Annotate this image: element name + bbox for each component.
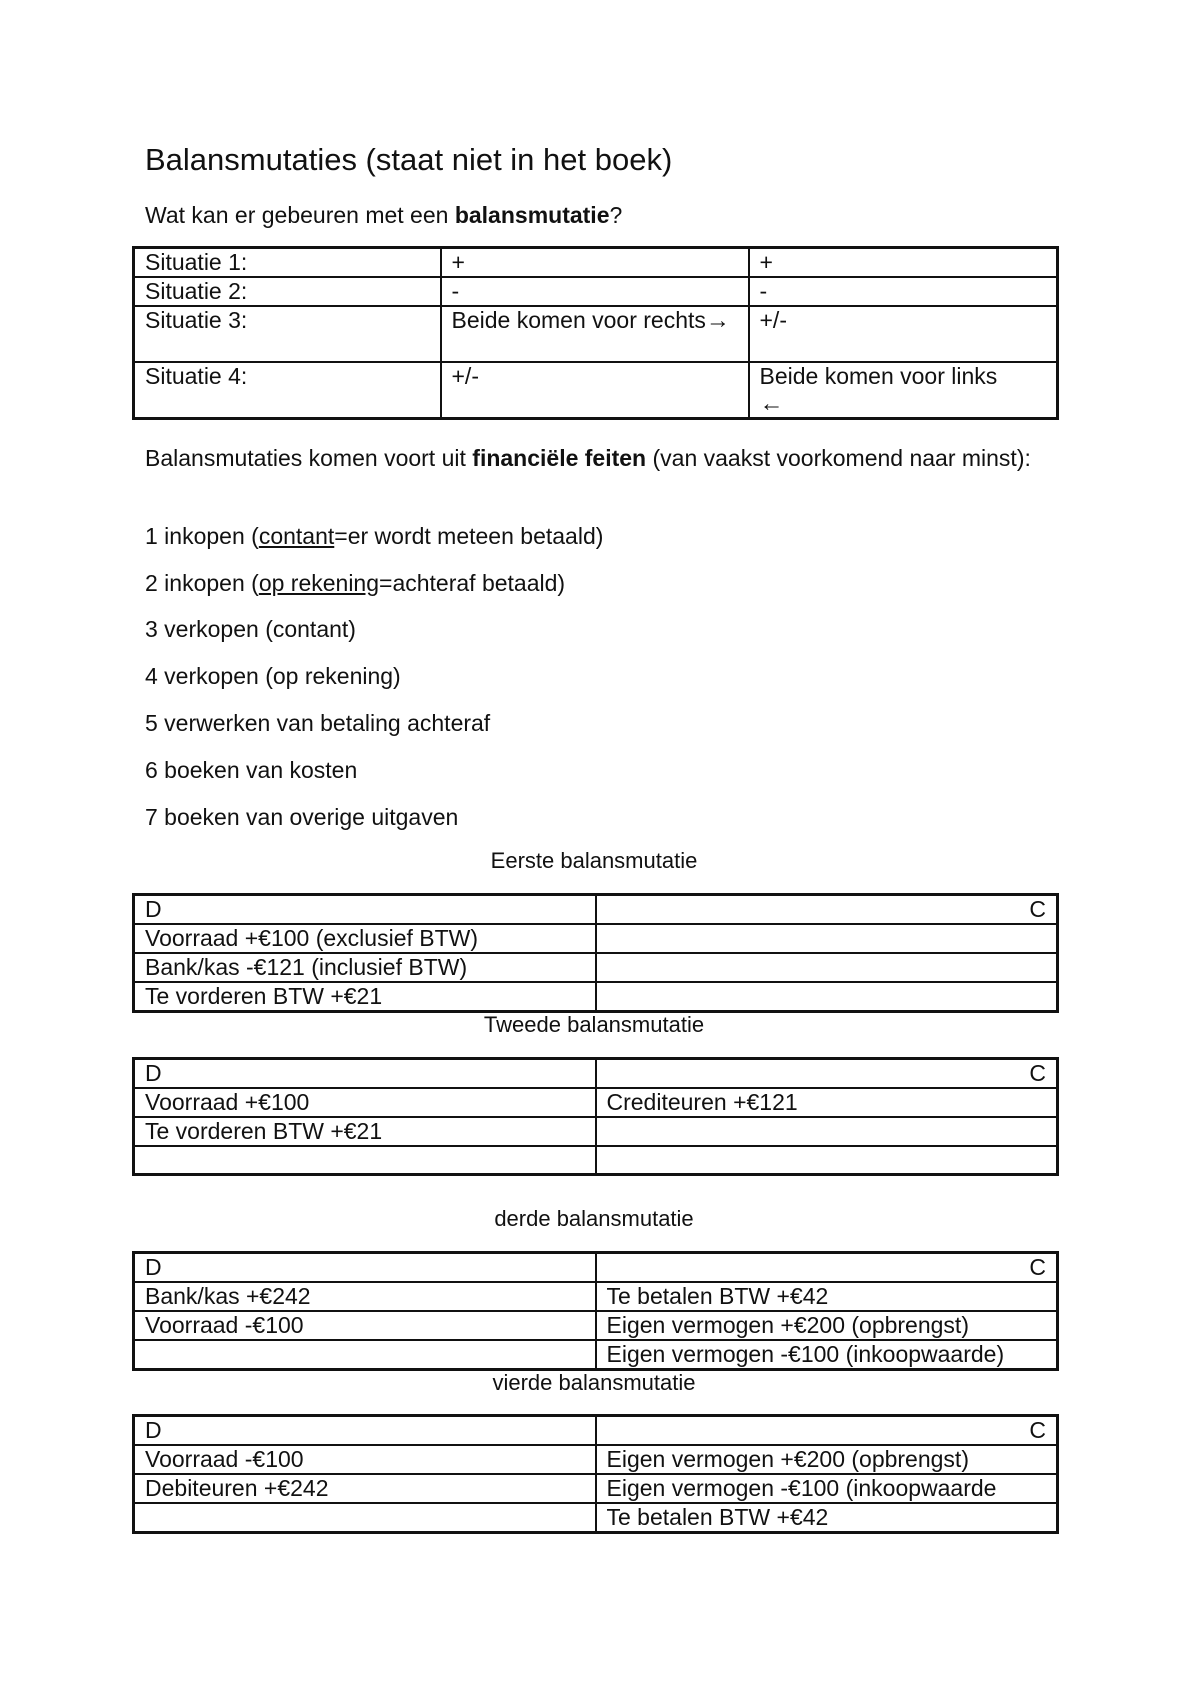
debit-header: D	[134, 1416, 596, 1446]
list-item-text: 2 inkopen (	[145, 570, 259, 596]
arrow-left-icon: ←	[759, 390, 784, 417]
table-header-row	[134, 1059, 1058, 1089]
situation-col2: -	[441, 277, 749, 306]
debit-header: D	[134, 1059, 596, 1089]
table-row	[134, 1117, 1058, 1146]
mutation-table	[132, 1057, 1059, 1176]
table-header-row	[134, 1416, 1058, 1446]
situation-col3-text: Beide komen voor links	[759, 363, 998, 389]
debit-header: D	[134, 895, 596, 925]
table-row	[134, 306, 1058, 362]
situations-table	[132, 246, 1059, 420]
credit-cell: Eigen vermogen +€200 (opbrengst)	[596, 1311, 1058, 1340]
table-row	[134, 1311, 1058, 1340]
situation-label: Situatie 3:	[134, 306, 441, 362]
credit-cell	[596, 982, 1058, 1012]
debit-cell	[134, 1340, 596, 1370]
list-item	[145, 568, 565, 598]
situation-label: Situatie 2:	[134, 277, 441, 306]
table-row	[134, 924, 1058, 953]
situation-col2	[441, 306, 749, 362]
debit-header: D	[134, 1253, 596, 1283]
table-row	[134, 1088, 1058, 1117]
debit-cell	[134, 1146, 596, 1175]
debit-cell: Te vorderen BTW +€21	[134, 982, 596, 1012]
mutation-table	[132, 1414, 1059, 1534]
table-row	[134, 362, 1058, 419]
situation-col3	[749, 362, 1058, 419]
list-item-rest: =er wordt meteen betaald)	[334, 523, 604, 549]
intro-paragraph	[145, 443, 1045, 474]
credit-cell	[596, 953, 1058, 982]
credit-cell: Te betalen BTW +€42	[596, 1282, 1058, 1311]
situation-col2: +	[441, 248, 749, 278]
list-item	[145, 521, 603, 551]
list-item-underlined: op rekening	[258, 570, 380, 596]
debit-cell: Debiteuren +€242	[134, 1474, 596, 1503]
situation-col2: +/-	[441, 362, 749, 419]
table-row	[134, 277, 1058, 306]
mutation-caption: vierde balansmutatie	[492, 1370, 696, 1395]
credit-cell: Te betalen BTW +€42	[596, 1503, 1058, 1533]
mutation-caption: derde balansmutatie	[494, 1206, 694, 1231]
debit-cell: Te vorderen BTW +€21	[134, 1117, 596, 1146]
table-row	[134, 248, 1058, 278]
question-line	[145, 200, 622, 230]
table-header-row	[134, 895, 1058, 925]
credit-cell	[596, 1117, 1058, 1146]
table-row	[134, 1503, 1058, 1533]
list-item-text: 1 inkopen (	[145, 523, 259, 549]
credit-header: C	[596, 1059, 1058, 1089]
credit-header: C	[596, 1253, 1058, 1283]
table-row	[134, 982, 1058, 1012]
debit-cell: Voorraad +€100 (exclusief BTW)	[134, 924, 596, 953]
situation-col3: -	[749, 277, 1058, 306]
mutation-caption: Eerste balansmutatie	[490, 848, 698, 873]
list-item-underlined: contant	[258, 523, 335, 549]
question-mark: ?	[609, 202, 623, 228]
table-row	[134, 1282, 1058, 1311]
debit-cell: Voorraad -€100	[134, 1445, 596, 1474]
debit-cell: Bank/kas +€242	[134, 1282, 596, 1311]
mutation-caption: Tweede balansmutatie	[483, 1012, 705, 1037]
debit-cell: Bank/kas -€121 (inclusief BTW)	[134, 953, 596, 982]
situation-label: Situatie 1:	[134, 248, 441, 278]
list-item-rest: =achteraf betaald)	[379, 570, 566, 596]
table-row	[134, 1340, 1058, 1370]
credit-header: C	[596, 895, 1058, 925]
credit-cell: Eigen vermogen -€100 (inkoopwaarde)	[596, 1340, 1058, 1370]
debit-cell	[134, 1503, 596, 1533]
arrow-right-icon: →	[705, 307, 730, 334]
situation-col2-text: Beide komen voor rechts	[451, 307, 706, 333]
page-title: Balansmutaties (staat niet in het boek)	[145, 142, 673, 177]
table-row	[134, 1445, 1058, 1474]
mutation-table	[132, 1251, 1059, 1371]
list-item: 4 verkopen (op rekening)	[145, 663, 401, 689]
debit-cell: Voorraad -€100	[134, 1311, 596, 1340]
credit-cell	[596, 924, 1058, 953]
table-row	[134, 1146, 1058, 1175]
debit-cell: Voorraad +€100	[134, 1088, 596, 1117]
credit-cell	[596, 1146, 1058, 1175]
question-bold-term: balansmutatie	[454, 202, 610, 228]
mutation-table	[132, 893, 1059, 1013]
credit-header: C	[596, 1416, 1058, 1446]
table-row	[134, 953, 1058, 982]
list-item: 6 boeken van kosten	[145, 757, 358, 783]
intro-bold-term: financiële feiten	[472, 445, 647, 471]
list-item: 3 verkopen (contant)	[145, 616, 356, 642]
table-row	[134, 1474, 1058, 1503]
intro-rest: (van vaakst voorkomend naar minst):	[646, 445, 1031, 471]
credit-cell: Eigen vermogen +€200 (opbrengst)	[596, 1445, 1058, 1474]
credit-cell: Crediteuren +€121	[596, 1088, 1058, 1117]
question-text: Wat kan er gebeuren met een	[145, 202, 455, 228]
list-item: 7 boeken van overige uitgaven	[145, 804, 459, 830]
situation-col3: +/-	[749, 306, 1058, 362]
credit-cell: Eigen vermogen -€100 (inkoopwaarde	[596, 1474, 1058, 1503]
table-header-row	[134, 1253, 1058, 1283]
list-item: 5 verwerken van betaling achteraf	[145, 710, 491, 736]
situation-label: Situatie 4:	[134, 362, 441, 419]
situation-col3: +	[749, 248, 1058, 278]
intro-text: Balansmutaties komen voort uit	[145, 445, 473, 471]
